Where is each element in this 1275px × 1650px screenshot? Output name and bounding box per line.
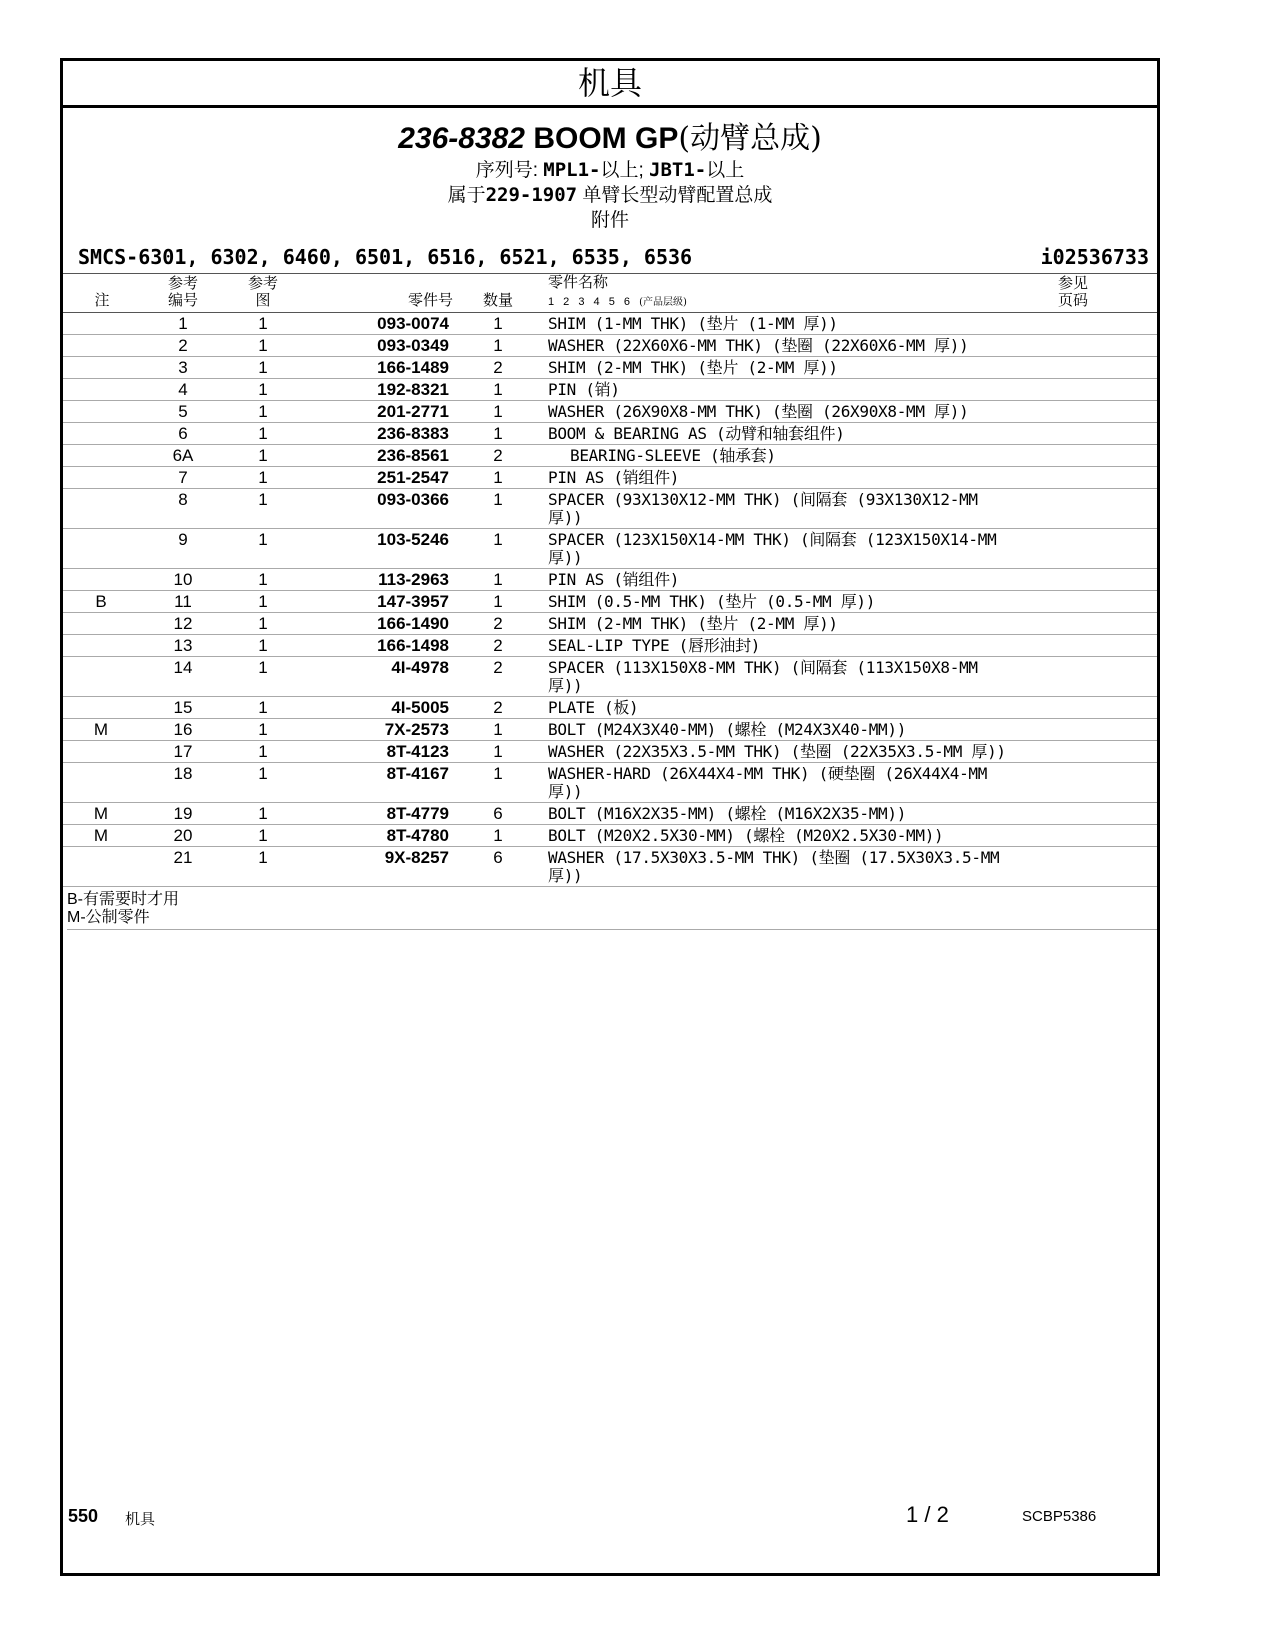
row-ref-number: 2 (178, 336, 188, 355)
serial-label: 序列号: (475, 160, 538, 181)
row-part-number: 093-0366 (377, 490, 449, 509)
table-row (63, 741, 1157, 763)
serial-line (63, 158, 1157, 183)
row-ref-number: 18 (173, 764, 193, 783)
row-part-name: WASHER (22X60X6-MM THK) (垫圈 (22X60X6-MM 厚)) (548, 336, 969, 355)
row-part-number: 4I-4978 (391, 658, 449, 677)
row-part-name: SEAL-LIP TYPE (唇形油封) (548, 636, 761, 655)
row-part-name-cont: 厚)) (548, 548, 583, 567)
row-quantity: 2 (493, 358, 503, 377)
row-part-number: 103-5246 (377, 530, 449, 549)
row-figure: 1 (258, 530, 268, 549)
row-figure: 1 (258, 314, 268, 333)
row-part-name: SPACER (113X150X8-MM THK) (间隔套 (113X150X8-MM (548, 658, 978, 677)
row-quantity: 2 (493, 636, 503, 655)
row-part-number: 8T-4167 (386, 764, 449, 783)
row-quantity: 1 (493, 720, 503, 739)
header-levels-note: (产品层级) (639, 297, 687, 308)
row-part-number: 166-1498 (377, 636, 449, 655)
row-ref-number: 21 (173, 848, 193, 867)
row-quantity: 1 (493, 570, 503, 589)
table-row (63, 401, 1157, 423)
row-part-name: SPACER (93X130X12-MM THK) (间隔套 (93X130X12-MM (548, 490, 978, 509)
table-row (63, 313, 1157, 335)
serial-value-1: MPL1- (543, 159, 601, 181)
row-figure: 1 (258, 698, 268, 717)
table-row (63, 335, 1157, 357)
row-ref-number: 8 (178, 490, 188, 509)
row-part-name: WASHER (17.5X30X3.5-MM THK) (垫圈 (17.5X30X3.5-MM (548, 848, 1000, 867)
row-quantity: 2 (493, 698, 503, 717)
row-part-name: BEARING-SLEEVE (轴承套) (570, 446, 776, 465)
row-quantity: 1 (493, 826, 503, 845)
note-m: M-公制零件 (67, 909, 150, 926)
row-figure: 1 (258, 336, 268, 355)
parts-table-body (63, 313, 1157, 887)
row-part-name: PIN AS (销组件) (548, 468, 680, 487)
row-quantity: 1 (493, 336, 503, 355)
row-part-name-cont: 厚)) (548, 676, 583, 695)
row-quantity: 1 (493, 468, 503, 487)
row-part-number: 093-0349 (377, 336, 449, 355)
belongs-prefix: 属于 (447, 185, 486, 206)
row-ref-number: 15 (173, 698, 193, 717)
row-figure: 1 (258, 380, 268, 399)
footer-section: 机具 (125, 1510, 156, 1528)
row-figure: 1 (258, 358, 268, 377)
row-part-name: SHIM (2-MM THK) (垫片 (2-MM 厚)) (548, 614, 838, 633)
header-see-2: 页码 (1057, 291, 1088, 309)
row-ref-number: 13 (173, 636, 193, 655)
row-figure: 1 (258, 742, 268, 761)
header-part-no: 零件号 (407, 291, 453, 309)
row-part-number: 093-0074 (377, 314, 449, 333)
row-figure: 1 (258, 804, 268, 823)
row-note: B (95, 592, 107, 611)
row-ref-number: 11 (174, 592, 192, 611)
row-part-number: 7X-2573 (384, 720, 449, 739)
row-figure: 1 (258, 764, 268, 783)
row-part-name-cont: 厚)) (548, 782, 583, 801)
header-levels: 1 2 3 4 5 6 (产品层级) (548, 296, 687, 308)
table-row (63, 569, 1157, 591)
row-note: M (93, 720, 109, 739)
header-qty: 数量 (482, 291, 513, 309)
footer-doc-id: SCBP5386 (1022, 1508, 1097, 1525)
header-name: 零件名称 (548, 273, 609, 291)
page-footer (0, 1500, 1275, 1540)
header-ref-1: 参考 (167, 274, 198, 292)
row-ref-number: 10 (173, 570, 193, 589)
row-part-number: 251-2547 (377, 468, 449, 487)
row-part-name: SPACER (123X150X14-MM THK) (间隔套 (123X150X14-MM (548, 530, 997, 549)
header-ref-2: 编号 (167, 291, 198, 309)
row-part-name: WASHER-HARD (26X44X4-MM THK) (硬垫圈 (26X44X4-MM (548, 764, 988, 783)
row-ref-number: 1 (178, 314, 188, 333)
row-quantity: 1 (493, 402, 503, 421)
table-row (63, 379, 1157, 401)
row-quantity: 2 (493, 614, 503, 633)
row-figure: 1 (258, 490, 268, 509)
title-part-number: 236-8382 (398, 122, 525, 155)
row-part-name: SHIM (2-MM THK) (垫片 (2-MM 厚)) (548, 358, 838, 377)
row-figure: 1 (258, 658, 268, 677)
table-row (63, 529, 1157, 569)
row-figure: 1 (258, 826, 268, 845)
row-part-number: 8T-4780 (386, 826, 449, 845)
row-ref-number: 12 (173, 614, 193, 633)
smcs-row (63, 243, 1157, 274)
row-part-name: WASHER (22X35X3.5-MM THK) (垫圈 (22X35X3.5-MM 厚)) (548, 742, 1006, 761)
row-part-name: BOOM & BEARING AS (动臂和轴套组件) (548, 424, 845, 443)
row-figure: 1 (258, 848, 268, 867)
row-figure: 1 (258, 468, 268, 487)
illustration-id: i02536733 (1040, 245, 1149, 269)
belongs-line (63, 183, 1157, 208)
row-quantity: 1 (493, 530, 503, 549)
header-fig-2: 图 (255, 291, 271, 309)
belongs-text: 单臂长型动臂配置总成 (582, 185, 773, 206)
title-chinese: (动臂总成) (678, 121, 822, 156)
table-row (63, 719, 1157, 741)
row-part-number: 4I-5005 (391, 698, 449, 717)
table-row (63, 489, 1157, 529)
row-ref-number: 17 (173, 742, 193, 761)
row-part-number: 9X-8257 (384, 848, 449, 867)
row-figure: 1 (258, 592, 268, 611)
row-part-name: SHIM (1-MM THK) (垫片 (1-MM 厚)) (548, 314, 838, 333)
row-part-number: 236-8561 (377, 446, 449, 465)
row-ref-number: 3 (178, 358, 188, 377)
row-quantity: 1 (493, 764, 503, 783)
row-part-name-cont: 厚)) (548, 508, 583, 527)
row-quantity: 2 (493, 446, 503, 465)
table-row (63, 467, 1157, 489)
row-ref-number: 5 (178, 402, 188, 421)
table-row (63, 697, 1157, 719)
notes-block (67, 891, 1157, 930)
attachment-label: 附件 (590, 210, 629, 231)
belongs-part-number: 229-1907 (485, 184, 578, 206)
serial-value-2: JBT1- (649, 159, 707, 181)
row-part-number: 113-2963 (378, 570, 449, 589)
serial-text-2: 以上 (706, 160, 745, 181)
table-row (63, 445, 1157, 467)
row-quantity: 2 (493, 658, 503, 677)
row-figure: 1 (258, 424, 268, 443)
footer-page-of: 1 / 2 (906, 1502, 949, 1527)
row-part-number: 166-1490 (377, 614, 449, 633)
page-title (63, 120, 1157, 158)
row-figure: 1 (258, 570, 268, 589)
row-part-number: 147-3957 (377, 592, 449, 611)
row-quantity: 1 (493, 380, 503, 399)
row-part-number: 236-8383 (377, 424, 449, 443)
row-ref-number: 20 (173, 826, 193, 845)
row-quantity: 1 (493, 490, 503, 509)
footer-page-number: 550 (68, 1506, 99, 1526)
smcs-codes: SMCS-6301, 6302, 6460, 6501, 6516, 6521, 6535, 6536 (78, 245, 693, 269)
row-ref-number: 14 (173, 658, 193, 677)
row-part-name-cont: 厚)) (548, 866, 583, 885)
row-figure: 1 (258, 402, 268, 421)
header-fig-1: 参考 (247, 274, 278, 292)
row-note: M (93, 804, 109, 823)
row-part-number: 8T-4123 (386, 742, 449, 761)
title-name: BOOM GP (533, 122, 679, 155)
row-part-name: PLATE (板) (548, 698, 639, 717)
row-quantity: 6 (493, 848, 503, 867)
row-figure: 1 (258, 614, 268, 633)
row-figure: 1 (258, 720, 268, 739)
row-quantity: 1 (493, 314, 503, 333)
row-part-name: PIN (销) (548, 380, 620, 399)
row-ref-number: 19 (173, 804, 193, 823)
table-row (63, 825, 1157, 847)
row-part-number: 192-8321 (377, 380, 449, 399)
row-quantity: 1 (493, 742, 503, 761)
note-b: B-有需要时才用 (67, 891, 180, 908)
table-header (63, 274, 1157, 313)
row-quantity: 1 (493, 424, 503, 443)
row-part-name: BOLT (M16X2X35-MM) (螺栓 (M16X2X35-MM)) (548, 804, 907, 823)
row-ref-number: 4 (178, 380, 188, 399)
row-ref-number: 9 (178, 530, 188, 549)
row-ref-number: 7 (178, 468, 188, 487)
row-figure: 1 (258, 636, 268, 655)
row-quantity: 6 (493, 804, 503, 823)
title-block (63, 120, 1157, 233)
table-row (63, 763, 1157, 803)
row-part-name: WASHER (26X90X8-MM THK) (垫圈 (26X90X8-MM 厚)) (548, 402, 969, 421)
row-ref-number: 16 (173, 720, 193, 739)
row-part-number: 201-2771 (377, 402, 449, 421)
table-row (63, 423, 1157, 445)
page-frame (60, 58, 1160, 1576)
row-quantity: 1 (493, 592, 503, 611)
row-part-name: BOLT (M20X2.5X30-MM) (螺栓 (M20X2.5X30-MM)) (548, 826, 944, 845)
table-row (63, 803, 1157, 825)
row-part-name: PIN AS (销组件) (548, 570, 680, 589)
table-row (63, 635, 1157, 657)
table-row (63, 591, 1157, 613)
row-part-number: 8T-4779 (386, 804, 449, 823)
table-row (63, 613, 1157, 635)
row-part-name: BOLT (M24X3X40-MM) (螺栓 (M24X3X40-MM)) (548, 720, 907, 739)
header-note: 注 (94, 291, 110, 309)
row-part-name: SHIM (0.5-MM THK) (垫片 (0.5-MM 厚)) (548, 592, 876, 611)
serial-text-1: 以上; (600, 160, 644, 181)
row-figure: 1 (258, 446, 268, 465)
table-row (63, 357, 1157, 379)
row-part-number: 166-1489 (377, 358, 449, 377)
table-row (63, 847, 1157, 887)
table-row (63, 657, 1157, 697)
header-see-1: 参见 (1057, 274, 1088, 292)
row-ref-number: 6 (178, 424, 188, 443)
row-ref-number: 6A (172, 446, 194, 465)
row-note: M (93, 826, 109, 845)
section-title: 机具 (63, 61, 1157, 108)
